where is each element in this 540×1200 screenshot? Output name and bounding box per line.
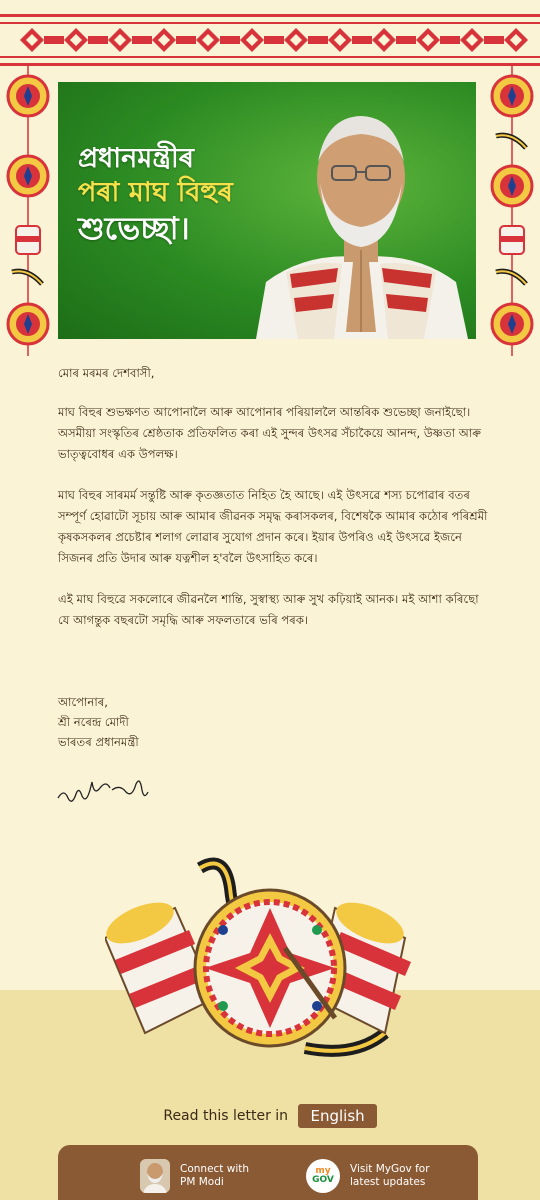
connect-line-2: PM Modi <box>180 1176 224 1188</box>
horn-icon <box>12 271 42 284</box>
banner-title-line-1: প্ৰধানমন্ত্ৰীৰ <box>78 143 194 174</box>
drum-icon <box>500 226 524 254</box>
pm-avatar <box>140 1159 170 1193</box>
handwritten-signature-image <box>56 770 151 810</box>
connect-line-1: Connect with <box>180 1163 250 1175</box>
visit-line-1: Visit MyGov for <box>350 1163 430 1175</box>
footer-bar <box>58 1145 478 1200</box>
drum-icon <box>16 226 40 254</box>
letter-signoff <box>58 692 139 752</box>
greeting-banner <box>58 82 476 339</box>
banner-title-line-3: শুভেচ্ছা। <box>78 210 190 247</box>
signoff-name: শ্ৰী নৰেন্দ্ৰ মোদী <box>58 715 129 729</box>
english-language-button[interactable]: English <box>298 1104 376 1128</box>
connect-pm-modi-link[interactable] <box>140 1159 249 1193</box>
horn-icon <box>496 271 526 284</box>
letter-greeting: মোৰ মৰমৰ দেশবাসী, <box>58 366 155 380</box>
mygov-logo-top: my <box>315 1166 331 1176</box>
signoff-closing: আপোনাৰ, <box>58 695 108 709</box>
jaapi-ornament-icon <box>8 304 48 344</box>
letter-body <box>58 363 490 651</box>
pm-portrait-image <box>246 82 476 339</box>
read-letter-label: Read this letter in <box>163 1108 289 1124</box>
language-switch-row <box>0 1104 540 1128</box>
left-decoration <box>6 66 50 356</box>
jaapi-ornament-icon <box>492 166 532 206</box>
letter-paragraph-2: মাঘ বিহুৰ সাৰমৰ্ম সন্তুষ্টি আৰু কৃতজ্ঞতাত নিহিত হৈ আছে। এই উৎসৱে শস্য চপোৱাৰ বতৰ সম্পূৰ্ণ হোৱাটো সূচায় আৰু আমাৰ জীৱনক সমৃদ্ধ কৰাসকলৰ, বিশেষকৈ আমাৰ কঠোৰ পৰিশ্ৰমী কৃষকসকলৰ প্ৰচেষ্টাৰ শলাগ লোৱাৰ সুযোগ প্ৰদান কৰে। ইয়াৰ উপৰিও এই উৎসৱে ইজনে সিজনৰ প্ৰতি উদাৰ আৰু যত্নশীল হ'বলৈ উৎসাহিত কৰে। <box>58 488 488 565</box>
mygov-logo <box>306 1159 340 1193</box>
letter-paragraph-1: মাঘ বিহুৰ শুভক্ষণত আপোনালৈ আৰু আপোনাৰ পৰিয়াললৈ আন্তৰিক শুভেচ্ছা জনাইছো। অসমীয়া সংস্কৃতিৰ শ্ৰেষ্ঠতাক প্ৰতিফলিত কৰা এই সুন্দৰ উৎসৱ সঁচাকৈয়ে আনন্দ, উষ্ণতা আৰু ভাতৃত্ববোধৰ এক উপলক্ষ। <box>58 405 481 461</box>
horn-icon <box>496 135 526 148</box>
jaapi-ornament-icon <box>8 156 48 196</box>
jaapi-center-icon <box>195 890 345 1046</box>
top-decorative-border <box>0 14 540 66</box>
visit-mygov-link[interactable] <box>306 1159 430 1193</box>
mygov-logo-bottom: GOV <box>312 1175 334 1185</box>
signoff-title: ভাৰতৰ প্ৰধানমন্ত্ৰী <box>58 735 139 749</box>
jaapi-ornament-icon <box>492 76 532 116</box>
jaapi-ornament-icon <box>492 304 532 344</box>
jaapi-ornament-icon <box>8 76 48 116</box>
banner-title-line-2: পৰা মাঘ বিহুৰ <box>78 176 233 208</box>
bihu-dhol-and-pepa-illustration <box>105 848 435 1068</box>
letter-paragraph-3: এই মাঘ বিহুৱে সকলোৰে জীৱনলৈ শান্তি, সুস্বাস্থ্য আৰু সুখ কঢ়িয়াই আনক। মই আশা কৰিছো যে আগন্তুক বছৰটো সমৃদ্ধি আৰু সফলতাৰে ভৰি পৰক। <box>58 592 479 627</box>
right-decoration <box>490 66 534 356</box>
visit-line-2: latest updates <box>350 1176 426 1188</box>
